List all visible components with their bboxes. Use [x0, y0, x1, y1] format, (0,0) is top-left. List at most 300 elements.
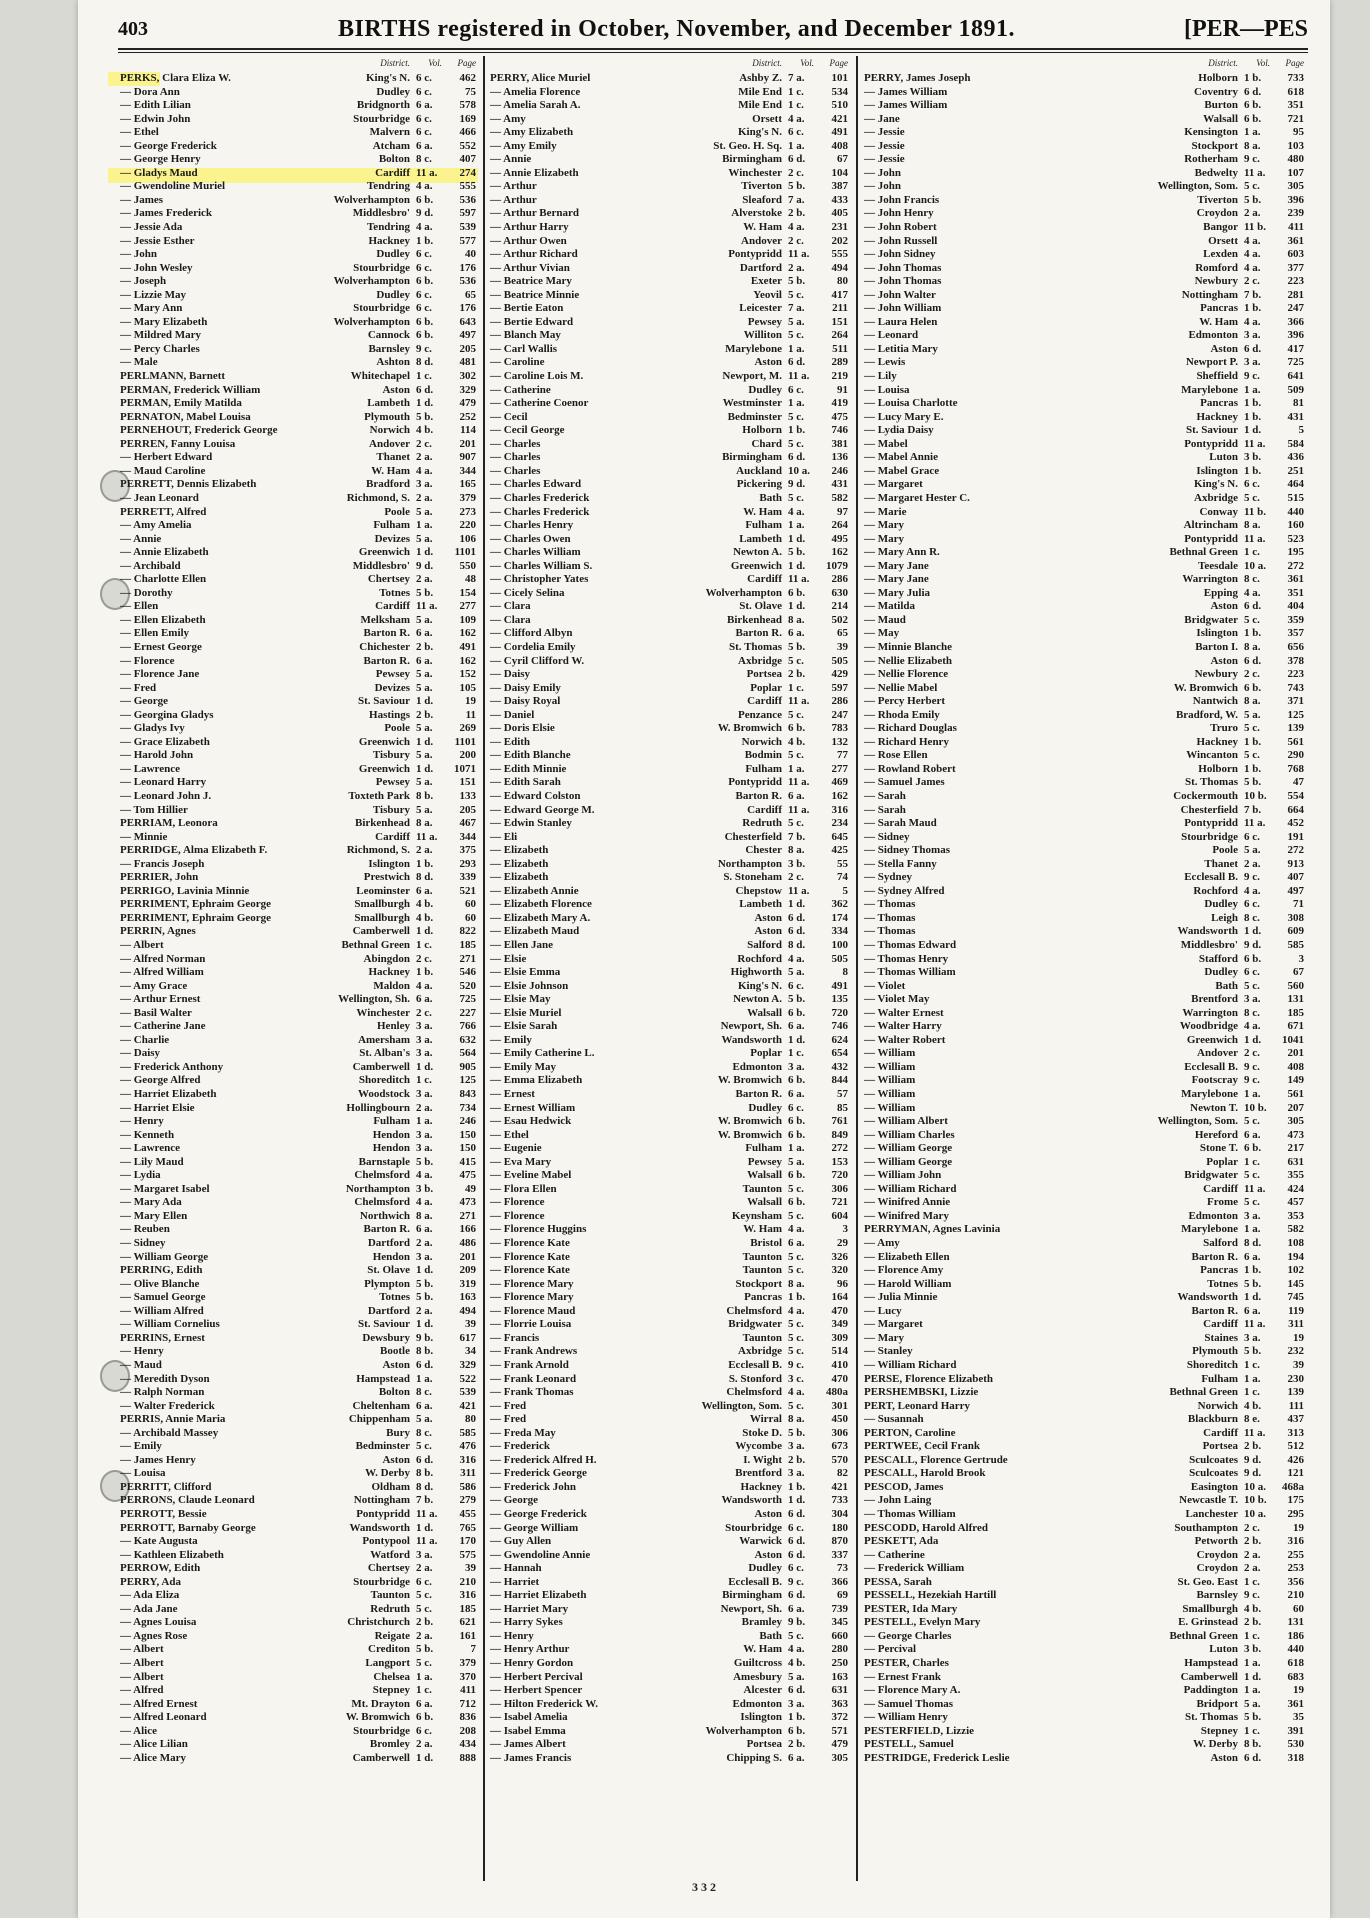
entry-page: 105	[459, 681, 476, 694]
entry-page: 73	[837, 1562, 848, 1575]
entry-volume: 5 b.	[788, 1426, 806, 1439]
entry-volume: 6 a.	[416, 1223, 433, 1236]
register-entry	[864, 221, 1306, 235]
entry-name: — William Charles	[864, 1128, 955, 1141]
entry-name: — Florence	[490, 1196, 545, 1209]
register-entry	[120, 207, 478, 221]
entry-district: Newton A.	[733, 993, 782, 1006]
entry-name: — Mary Jane	[864, 573, 929, 586]
entry-district: Tendring	[366, 180, 410, 193]
entry-volume: 1 d.	[788, 1033, 806, 1046]
entry-page: 502	[831, 613, 848, 626]
entry-volume: 1 c.	[1244, 546, 1260, 559]
entry-name: — Mary Jane	[864, 559, 929, 572]
register-entry	[120, 492, 478, 506]
entry-district: Woodbridge	[1179, 1020, 1238, 1033]
entry-page: 151	[831, 315, 848, 328]
entry-name: — Florence Jane	[120, 668, 200, 681]
register-entry	[490, 1481, 850, 1495]
entry-page: 433	[831, 193, 848, 206]
entry-name: PERRIMENT, Ephraim George	[120, 911, 272, 924]
register-entry	[490, 1115, 850, 1129]
entry-district: W. Ham	[743, 1643, 782, 1656]
entry-volume: 1 c.	[416, 1684, 432, 1697]
entry-page: 720	[831, 1169, 848, 1182]
entry-page: 316	[1287, 1535, 1304, 1548]
entry-name: — Arthur Owen	[490, 234, 567, 247]
entry-district: Footscray	[1191, 1074, 1238, 1087]
register-entry	[490, 1264, 850, 1278]
register-entry	[864, 1129, 1306, 1143]
entry-district: Fulham	[373, 519, 410, 532]
entry-district: Bootle	[380, 1345, 410, 1358]
entry-name: — Dora Ann	[120, 85, 180, 98]
entry-name: — Lewis	[864, 356, 906, 369]
entry-volume: 1 d.	[416, 397, 434, 410]
entry-page: 11	[465, 708, 476, 721]
entry-name: — Winifred Mary	[864, 1209, 949, 1222]
entry-district: Aston	[382, 383, 410, 396]
entry-district: Bury	[386, 1426, 410, 1439]
register-entry	[490, 1671, 850, 1685]
entry-district: St. Olave	[739, 600, 782, 613]
entry-name: — William John	[864, 1169, 942, 1182]
register-entry	[120, 167, 478, 181]
entry-page: 255	[1287, 1548, 1304, 1561]
entry-page: 564	[459, 1047, 476, 1060]
entry-district: Leigh	[1211, 911, 1238, 924]
entry-district: Smallburgh	[354, 911, 410, 924]
entry-volume: 8 b.	[1244, 1738, 1262, 1751]
entry-district: Aston	[1210, 600, 1238, 613]
register-entry	[120, 1454, 478, 1468]
entry-name: — Francis	[490, 1331, 540, 1344]
entry-page: 207	[1287, 1101, 1304, 1114]
entry-volume: 11 a.	[1244, 817, 1266, 830]
entry-name: — William Richard	[864, 1358, 957, 1371]
entry-page: 733	[831, 1494, 848, 1507]
entry-name: — Emily May	[490, 1060, 556, 1073]
entry-page: 252	[459, 410, 476, 423]
entry-volume: 6 a.	[1244, 1128, 1261, 1141]
entry-district: Chesterfield	[1180, 803, 1238, 816]
entry-page: 19	[1293, 1684, 1304, 1697]
entry-name: — Mary	[864, 532, 905, 545]
column-header	[490, 56, 850, 72]
entry-district: Taunton	[742, 1182, 782, 1195]
entry-name: — Cyril Clifford W.	[490, 654, 585, 667]
entry-page: 100	[831, 939, 848, 951]
entry-name: — May	[864, 627, 900, 640]
entry-page: 913	[1287, 857, 1304, 870]
entry-district: Wolverhampton	[333, 315, 410, 328]
entry-page: 739	[831, 1602, 848, 1615]
entry-volume: 11 a.	[1244, 1426, 1266, 1439]
entry-volume: 1 d.	[1244, 925, 1262, 938]
entry-district: Tisbury	[372, 749, 410, 762]
entry-page: 671	[1287, 1020, 1304, 1033]
entry-volume: 2 a.	[788, 261, 805, 274]
entry-district: Greenwich	[1186, 1033, 1238, 1046]
entry-page: 357	[1287, 627, 1304, 640]
entry-volume: 6 d.	[788, 911, 806, 924]
register-entry	[864, 113, 1306, 127]
entry-name: — Alfred Leonard	[120, 1711, 207, 1724]
entry-volume: 2 c.	[788, 871, 804, 884]
entry-name: — Frederick Anthony	[120, 1060, 224, 1073]
entry-page: 617	[459, 1331, 476, 1344]
entry-name: — Edith Blanche	[490, 749, 571, 762]
entry-page: 491	[831, 979, 848, 992]
entry-page: 219	[831, 370, 848, 383]
entry-district: Dewsbury	[362, 1331, 410, 1344]
entry-district: Barnsley	[1196, 1589, 1238, 1602]
entry-page: 162	[831, 789, 848, 802]
entry-volume: 1 b.	[1244, 464, 1262, 477]
register-entry	[490, 343, 850, 357]
entry-district: Dudley	[376, 85, 410, 98]
entry-page: 495	[831, 532, 848, 545]
register-entry	[490, 221, 850, 235]
register-entry	[490, 614, 850, 628]
index-range: [PER—PES	[1183, 16, 1308, 42]
entry-volume: 1 a.	[788, 762, 805, 775]
register-entry	[864, 573, 1306, 587]
register-entry	[120, 1183, 478, 1197]
entry-page: 3	[1298, 952, 1304, 965]
entry-district: St. Thomas	[729, 640, 782, 653]
entry-page: 555	[831, 248, 848, 261]
entry-volume: 5 a.	[1244, 708, 1261, 721]
entry-district: Middlesbro'	[352, 559, 410, 572]
entry-list	[864, 72, 1306, 1765]
entry-page: 306	[831, 1426, 848, 1439]
entry-name: PESTERFIELD, Lizzie	[864, 1724, 975, 1737]
entry-volume: 7 b.	[788, 830, 806, 843]
entry-volume: 8 a.	[788, 1277, 805, 1290]
entry-list	[490, 72, 850, 1765]
entry-name: — Margaret Hester C.	[864, 491, 970, 504]
register-entry	[120, 140, 478, 154]
entry-volume: 8 a.	[1244, 640, 1261, 653]
entry-page: 132	[831, 735, 848, 748]
entry-district: Marylebone	[1181, 383, 1238, 396]
entry-district: Birkenhead	[726, 613, 782, 626]
register-entry	[490, 1047, 850, 1061]
entry-name: — Fred	[120, 681, 157, 694]
entry-volume: 4 a.	[1244, 261, 1261, 274]
register-entry	[490, 736, 850, 750]
entry-page: 475	[831, 410, 848, 423]
entry-name: — Amy Grace	[120, 979, 188, 992]
entry-page: 734	[459, 1101, 476, 1114]
entry-page: 302	[459, 370, 476, 383]
entry-name: — Amy Amelia	[120, 519, 192, 532]
entry-volume: 5 a.	[788, 966, 805, 979]
entry-name: — James William	[864, 85, 948, 98]
entry-volume: 6 b.	[1244, 952, 1262, 965]
entry-district: Fulham	[745, 1142, 782, 1155]
entry-volume: 2 a.	[416, 1101, 433, 1114]
entry-volume: 1 d.	[416, 546, 434, 559]
entry-name: — Thomas William	[864, 966, 956, 979]
entry-volume: 1 a.	[416, 519, 433, 532]
entry-page: 578	[459, 99, 476, 112]
entry-page: 102	[1287, 1264, 1304, 1277]
entry-volume: 5 b.	[1244, 1277, 1262, 1290]
entry-district: Aston	[754, 911, 782, 924]
entry-page: 440	[1287, 505, 1304, 518]
entry-district: Aston	[754, 925, 782, 938]
entry-volume: 5 a.	[416, 505, 433, 518]
entry-volume: 2 c.	[788, 166, 804, 179]
entry-name: — John Thomas	[864, 261, 942, 274]
register-entry	[490, 99, 850, 113]
entry-page: 746	[831, 1020, 848, 1033]
entry-name: — William Cornelius	[120, 1318, 220, 1331]
entry-page: 511	[832, 342, 848, 355]
register-entry	[120, 1427, 478, 1441]
entry-page: 494	[831, 261, 848, 274]
entry-district: Stourbridge	[1181, 830, 1238, 843]
entry-name: — Elizabeth Ellen	[864, 1250, 950, 1263]
entry-name: — Olive Blanche	[120, 1277, 200, 1290]
entry-district: Atcham	[372, 139, 410, 152]
register-entry	[864, 1196, 1306, 1210]
entry-volume: 1 d.	[788, 559, 806, 572]
entry-district: Wellington, Sh.	[338, 993, 410, 1006]
entry-district: Marylebone	[1181, 1088, 1238, 1101]
entry-district: Plymouth	[1192, 1345, 1238, 1358]
entry-name: — Thomas	[864, 898, 916, 911]
entry-name: — Amelia Sarah A.	[490, 99, 581, 112]
entry-page: 425	[831, 844, 848, 857]
entry-page: 571	[831, 1724, 848, 1737]
entry-page: 366	[1287, 315, 1304, 328]
entry-page: 210	[1287, 1589, 1304, 1602]
entry-volume: 1 b.	[788, 1711, 806, 1724]
entry-volume: 11 a.	[788, 776, 810, 789]
entry-name: — Mabel Annie	[864, 451, 938, 464]
entry-page: 464	[1287, 478, 1304, 491]
register-entry	[864, 207, 1306, 221]
register-entry	[864, 86, 1306, 100]
entry-volume: 5 c.	[788, 329, 804, 342]
entry-name: — Alfred William	[120, 966, 204, 979]
entry-volume: 8 a.	[1244, 519, 1261, 532]
entry-district: Dudley	[1204, 966, 1238, 979]
register-entry	[120, 790, 478, 804]
entry-name: — Charles Frederick	[490, 505, 590, 518]
entry-district: Blackburn	[1187, 1413, 1238, 1426]
entry-name: — Julia Minnie	[864, 1291, 938, 1304]
register-entry	[864, 1047, 1306, 1061]
entry-name: — William	[864, 1074, 916, 1087]
entry-volume: 5 b.	[788, 546, 806, 559]
entry-page: 765	[459, 1521, 476, 1534]
register-entry	[490, 573, 850, 587]
register-entry	[864, 1156, 1306, 1170]
entry-volume: 6 b.	[1244, 112, 1262, 125]
entry-name: — Maud	[864, 613, 906, 626]
entry-name: PERREN, Fanny Louisa	[120, 437, 236, 450]
register-entry	[490, 465, 850, 479]
register-entry	[490, 1088, 850, 1102]
entry-district: St. Geo. H. Sq.	[713, 139, 782, 152]
entry-page: 387	[831, 180, 848, 193]
entry-page: 223	[1287, 275, 1304, 288]
register-entry	[864, 844, 1306, 858]
entry-district: St. Saviour	[1186, 424, 1238, 437]
entry-volume: 3 a.	[416, 1088, 433, 1101]
register-entry	[490, 709, 850, 723]
entry-district: Aston	[382, 1453, 410, 1466]
entry-name: — Sarah Maud	[864, 817, 937, 830]
entry-page: 907	[459, 451, 476, 464]
entry-page: 264	[831, 519, 848, 532]
entry-page: 603	[1287, 248, 1304, 261]
entry-name: PESCALL, Harold Brook	[864, 1467, 986, 1480]
entry-volume: 6 b.	[416, 193, 434, 206]
entry-district: Bridgwater	[1184, 613, 1238, 626]
register-entry	[490, 126, 850, 140]
entry-name: — John Laing	[864, 1494, 932, 1507]
entry-page: 721	[831, 1196, 848, 1209]
entry-volume: 3 a.	[416, 1033, 433, 1046]
entry-page: 349	[831, 1318, 848, 1331]
entry-district: Shoreditch	[1186, 1358, 1238, 1371]
entry-district: Lanchester	[1185, 1507, 1238, 1520]
entry-name: — Henry	[120, 1115, 164, 1128]
entry-volume: 6 c.	[788, 1101, 804, 1114]
register-entry	[120, 749, 478, 763]
entry-page: 411	[460, 1684, 476, 1697]
entry-name: — Percy Herbert	[864, 695, 946, 708]
register-entry	[490, 790, 850, 804]
register-entry	[120, 722, 478, 736]
register-entry	[864, 140, 1306, 154]
register-entry	[490, 1427, 850, 1441]
entry-name: — Florrie Louisa	[490, 1318, 572, 1331]
entry-page: 849	[831, 1128, 848, 1141]
entry-volume: 2 a.	[416, 1562, 433, 1575]
entry-volume: 1 d.	[788, 898, 806, 911]
entry-volume: 6 a.	[416, 139, 433, 152]
entry-volume: 4 a.	[1244, 1020, 1261, 1033]
entry-name: — Edith Minnie	[490, 762, 567, 775]
entry-page: 561	[1287, 1088, 1304, 1101]
entry-name: PERRIGO, Lavinia Minnie	[120, 884, 250, 897]
register-entry	[120, 1508, 478, 1522]
entry-district: Prestwich	[363, 871, 410, 884]
entry-name: — Herbert Percival	[490, 1670, 583, 1683]
entry-name: — Harriet Mary	[490, 1602, 569, 1615]
entry-volume: 4 b.	[416, 911, 434, 924]
entry-name: — Mabel Grace	[864, 464, 940, 477]
register-entry	[120, 655, 478, 669]
register-entry	[864, 980, 1306, 994]
entry-page: 277	[831, 762, 848, 775]
entry-volume: 8 a.	[788, 844, 805, 857]
entry-district: Birmingham	[722, 1589, 782, 1602]
entry-page: 467	[459, 817, 476, 830]
entry-district: Hereford	[1194, 1128, 1238, 1141]
entry-name: — Kenneth	[120, 1128, 175, 1141]
entry-volume: 5 a.	[416, 681, 433, 694]
entry-page: 109	[459, 613, 476, 626]
entry-volume: 5 c.	[1244, 722, 1260, 735]
register-entry	[120, 1562, 478, 1576]
entry-page: 60	[465, 911, 476, 924]
entry-name: — Arthur Harry	[490, 221, 569, 234]
page-header	[118, 16, 1308, 48]
entry-name: — George Frederick	[490, 1507, 587, 1520]
register-entry	[490, 424, 850, 438]
entry-list	[120, 72, 478, 1765]
entry-name: — Catherine Coenor	[490, 397, 589, 410]
entry-page: 67	[837, 153, 848, 166]
entry-name: — George	[490, 1494, 538, 1507]
entry-page: 272	[1287, 844, 1304, 857]
entry-district: Pontypridd	[1184, 532, 1238, 545]
entry-volume: 5 c.	[788, 491, 804, 504]
entry-page: 561	[1287, 735, 1304, 748]
entry-district: Guiltcross	[733, 1656, 782, 1669]
entry-page: 366	[831, 1575, 848, 1588]
entry-name: — James	[120, 193, 164, 206]
register-entry	[120, 1643, 478, 1657]
entry-page: 264	[831, 329, 848, 342]
entry-district: Winchester	[356, 1006, 410, 1019]
entry-volume: 6 b.	[416, 315, 434, 328]
entry-name: — Herbert Spencer	[490, 1684, 583, 1697]
entry-volume: 5 c.	[1244, 1196, 1260, 1209]
register-entry	[490, 235, 850, 249]
register-entry	[490, 72, 850, 86]
register-entry	[490, 1630, 850, 1644]
entry-page: 377	[1287, 261, 1304, 274]
register-entry	[490, 1034, 850, 1048]
register-entry	[864, 695, 1306, 709]
entry-name: PERRY, Alice Muriel	[490, 72, 591, 84]
entry-volume: 9 b.	[788, 1616, 806, 1629]
entry-volume: 1 a.	[1244, 1223, 1261, 1236]
register-entry	[490, 1061, 850, 1075]
entry-page: 479	[459, 397, 476, 410]
entry-volume: 6 b.	[1244, 681, 1262, 694]
entry-district: Totnes	[1207, 1277, 1238, 1290]
register-entry	[120, 1494, 478, 1508]
entry-page: 361	[1287, 1697, 1304, 1710]
register-entry	[120, 424, 478, 438]
entry-page: 131	[1287, 1616, 1304, 1629]
register-entry	[864, 885, 1306, 899]
entry-name: — Eva Mary	[490, 1155, 552, 1168]
register-entry	[864, 1251, 1306, 1265]
entry-volume: 8 a.	[1244, 139, 1261, 152]
entry-name: — Sidney	[864, 830, 910, 843]
entry-page: 125	[1287, 708, 1304, 721]
entry-page: 205	[459, 342, 476, 355]
entry-name: — Matilda	[864, 600, 916, 613]
register-entry	[490, 953, 850, 967]
entry-district: Epping	[1203, 586, 1238, 599]
entry-name: — Annie Elizabeth	[490, 166, 579, 179]
entry-volume: 1 a.	[416, 1115, 433, 1128]
entry-page: 721	[1287, 112, 1304, 125]
register-entry	[864, 614, 1306, 628]
entry-page: 353	[1287, 1209, 1304, 1222]
